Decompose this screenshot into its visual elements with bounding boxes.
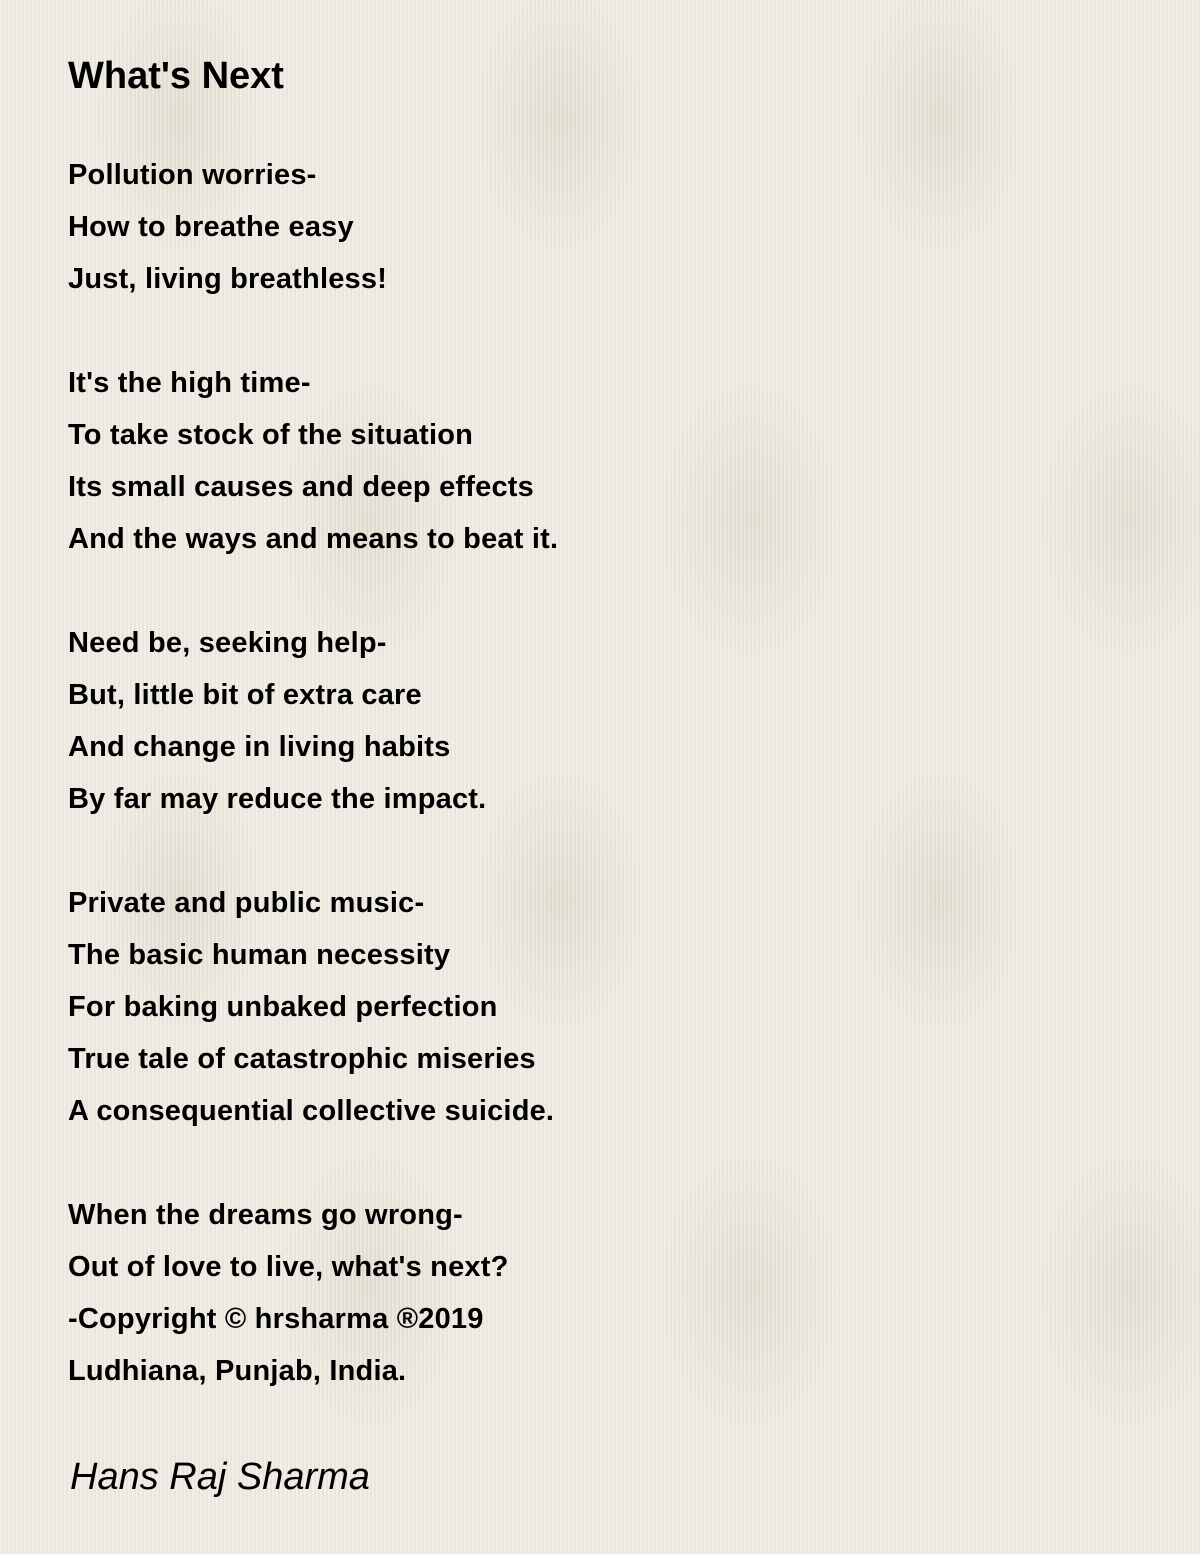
poem-line: And the ways and means to beat it.	[68, 523, 559, 555]
stanza-2	[68, 357, 558, 565]
poem-body	[68, 149, 558, 1397]
poem-line: Out of love to live, what's next?	[68, 1251, 509, 1283]
poem-line: But, little bit of extra care	[68, 679, 422, 711]
poem-line: It's the high time-	[68, 367, 311, 399]
poem-title: What's Next	[68, 55, 284, 97]
poem-line: Just, living breathless!	[68, 263, 388, 295]
poem-line: Private and public music-	[68, 887, 425, 919]
stanza-5	[68, 1189, 558, 1397]
poem-line: When the dreams go wrong-	[68, 1199, 463, 1231]
poem-line: For baking unbaked perfection	[68, 991, 498, 1023]
stanza-3	[68, 617, 558, 825]
poem-line: A consequential collective suicide.	[68, 1095, 555, 1127]
poem-line: -Copyright © hrsharma ®2019	[68, 1303, 484, 1335]
poem-line: Pollution worries-	[68, 159, 317, 191]
poem-line: To take stock of the situation	[68, 419, 474, 451]
poem-line: How to breathe easy	[68, 211, 354, 243]
stanza-4	[68, 877, 558, 1137]
poem-line: Its small causes and deep effects	[68, 471, 534, 503]
poem-line: Ludhiana, Punjab, India.	[68, 1355, 407, 1387]
poem-line: Need be, seeking help-	[68, 627, 387, 659]
poem-line: The basic human necessity	[68, 939, 451, 971]
poem-line: By far may reduce the impact.	[68, 783, 487, 815]
stanza-1	[68, 149, 558, 305]
poem-author: Hans Raj Sharma	[70, 1456, 370, 1498]
poem-line: True tale of catastrophic miseries	[68, 1043, 536, 1075]
poem-line: And change in living habits	[68, 731, 451, 763]
